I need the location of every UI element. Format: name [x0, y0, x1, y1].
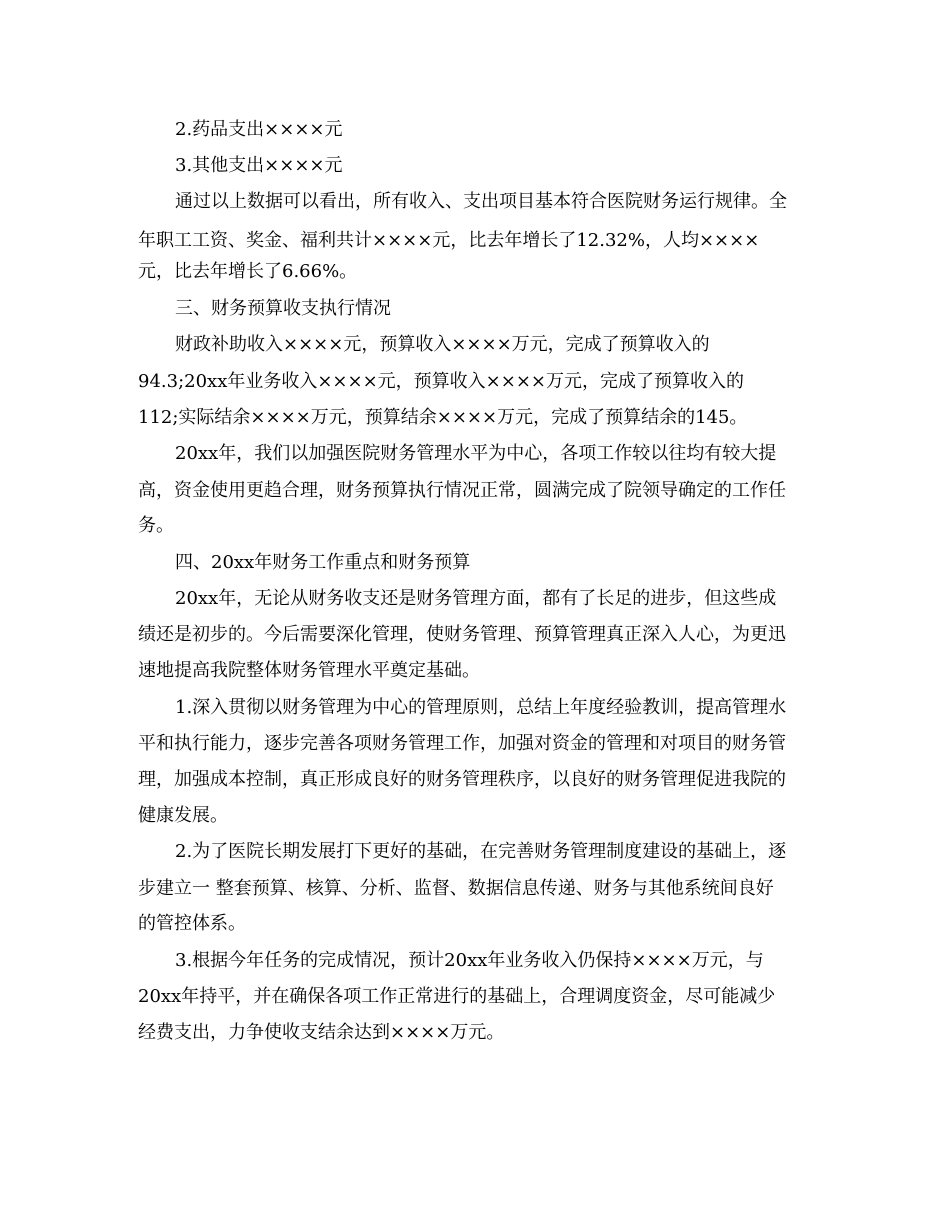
paragraph-line: 平和执行能力，逐步完善各项财务管理工作，加强对资金的管理和对项目的财务管 [138, 733, 786, 754]
paragraph-line: 健康发展。 [138, 805, 228, 826]
paragraph-line: 经费支出，力争使收支结余达到××××万元。 [138, 1022, 505, 1043]
paragraph-line: 务。 [138, 515, 174, 536]
paragraph-line: 年职工工资、奖金、福利共计××××元，比去年增长了12.32%，人均×××× [138, 230, 760, 251]
paragraph-line: 94.3;20xx年业务收入××××元，预算收入××××万元，完成了预算收入的 [138, 371, 745, 392]
paragraph-line: 的管控体系。 [138, 913, 246, 934]
paragraph-line: 步建立一 整套预算、核算、分析、监督、数据信息传递、财务与其他系统间良好 [138, 878, 774, 899]
list-item-other-expense: 3.其他支出××××元 [175, 155, 343, 176]
paragraph-line: 20xx年，我们以加强医院财务管理水平为中心，各项工作较以往均有较大提 [175, 443, 777, 464]
paragraph-line: 元，比去年增长了6.66%。 [138, 261, 358, 282]
list-item-2: 2.为了医院长期发展打下更好的基础，在完善财务管理制度建设的基础上，逐 [175, 841, 787, 862]
paragraph-line: 速地提高我院整体财务管理水平奠定基础。 [138, 660, 480, 681]
paragraph-line: 财政补助收入××××元，预算收入××××万元，完成了预算收入的 [175, 334, 710, 355]
section-heading-3: 三、财务预算收支执行情况 [175, 298, 391, 319]
section-heading-4: 四、20xx年财务工作重点和财务预算 [175, 552, 471, 573]
list-item-drug-expense: 2.药品支出××××元 [175, 119, 343, 140]
list-item-1: 1.深入贯彻以财务管理为中心的管理原则，总结上年度经验教训，提高管理水 [175, 697, 787, 718]
paragraph-line: 通过以上数据可以看出，所有收入、支出项目基本符合医院财务运行规律。全 [175, 191, 787, 212]
paragraph-line: 112;实际结余××××万元，预算结余××××万元，完成了预算结余的145。 [138, 407, 748, 428]
list-item-3: 3.根据今年任务的完成情况，预计20xx年业务收入仍保持××××万元，与 [175, 950, 764, 971]
paragraph-line: 20xx年持平，并在确保各项工作正常进行的基础上，合理调度资金，尽可能减少 [138, 986, 776, 1007]
paragraph-line: 高，资金使用更趋合理，财务预算执行情况正常，圆满完成了院领导确定的工作任 [138, 480, 786, 501]
paragraph-line: 绩还是初步的。今后需要深化管理，使财务管理、预算管理真正深入人心，为更迅 [138, 624, 786, 645]
paragraph-line: 20xx年，无论从财务收支还是财务管理方面，都有了长足的进步，但这些成 [175, 588, 777, 609]
paragraph-line: 理，加强成本控制，真正形成良好的财务管理秩序，以良好的财务管理促进我院的 [138, 769, 786, 790]
